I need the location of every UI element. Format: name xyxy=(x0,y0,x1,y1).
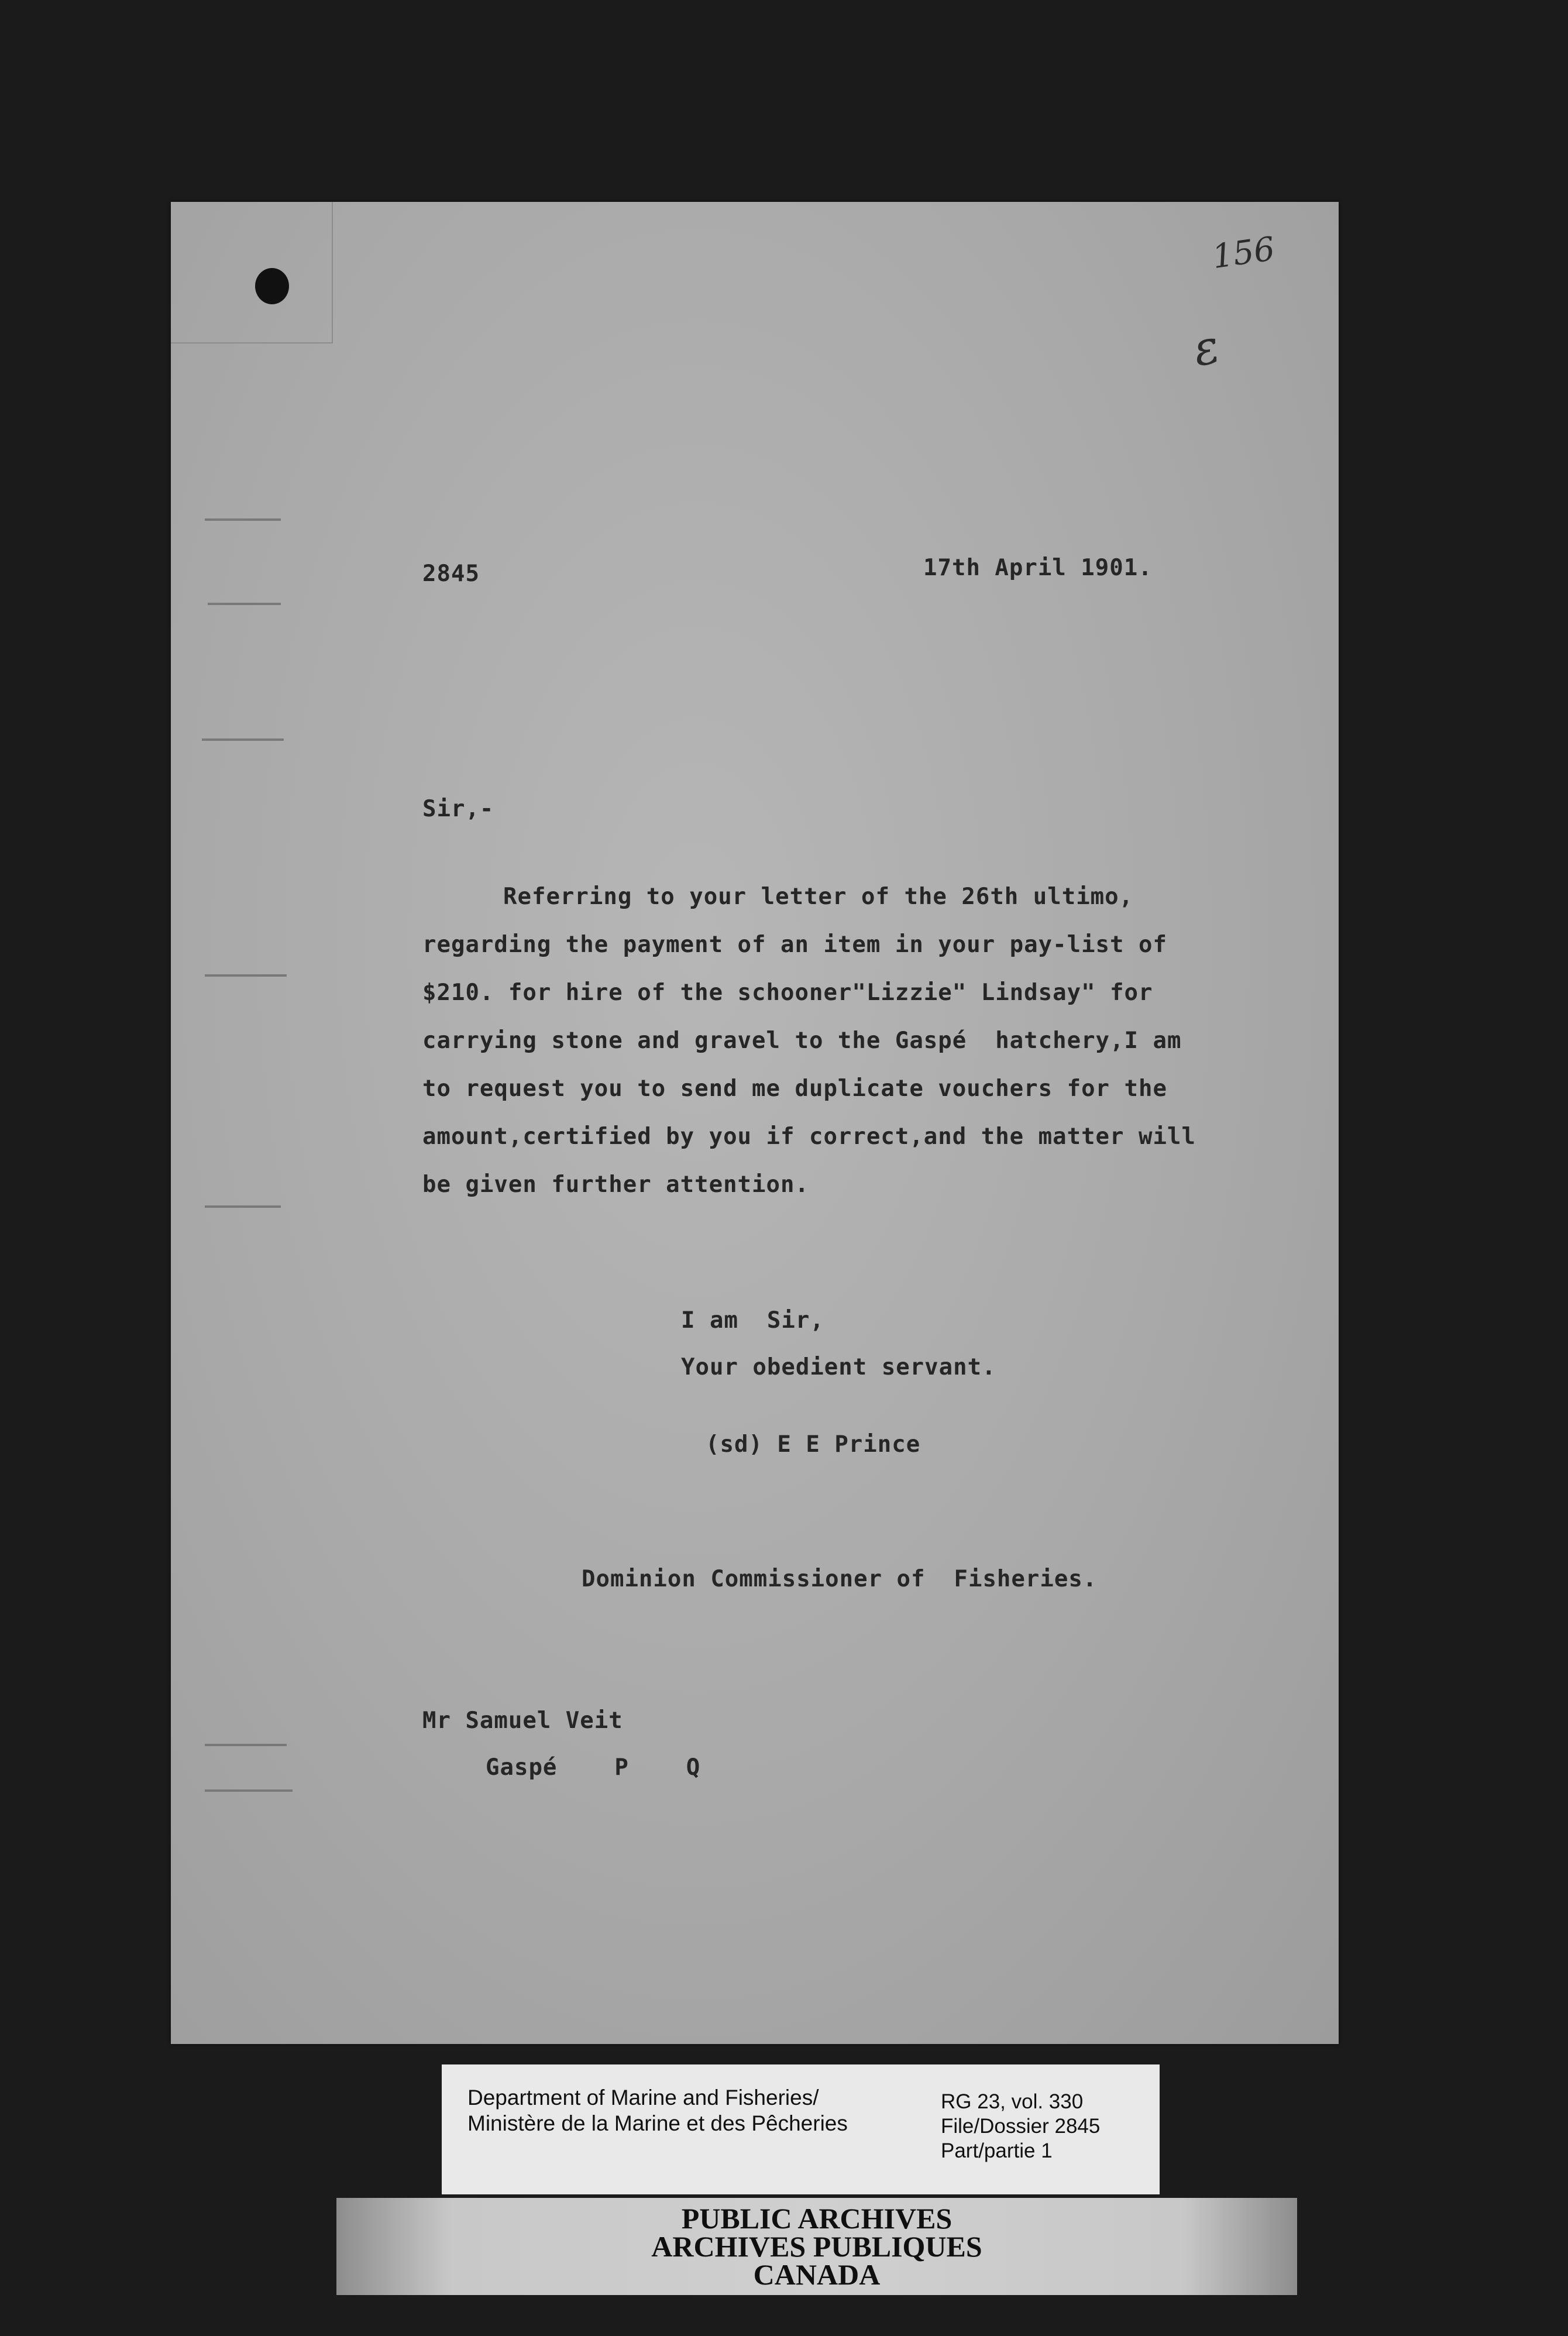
archive-label xyxy=(442,2064,1160,2194)
margin-mark xyxy=(208,603,281,605)
folio-mark: ε xyxy=(1188,318,1225,377)
letter-date: 17th April 1901. xyxy=(923,555,1153,581)
margin-mark xyxy=(205,1789,293,1792)
body-line: amount,certified by you if correct,and the matter will xyxy=(422,1124,1196,1150)
letter-sheet xyxy=(171,202,1339,2044)
body-line: to request you to send me duplicate vouchers for the xyxy=(422,1076,1167,1102)
margin-mark xyxy=(205,1744,287,1746)
signature: (sd) E E Prince xyxy=(706,1431,921,1458)
part-partie: Part/partie 1 xyxy=(941,2139,1053,2162)
closing-line: Your obedient servant. xyxy=(681,1354,996,1380)
signatory-title: Dominion Commissioner of Fisheries. xyxy=(582,1566,1098,1592)
record-group-reference: RG 23, vol. 330 xyxy=(941,2090,1084,2113)
body-line: $210. for hire of the schooner"Lizzie" Lindsay" for xyxy=(422,980,1153,1006)
body-line: carrying stone and gravel to the Gaspé hatchery,I am xyxy=(422,1028,1182,1054)
margin-mark xyxy=(205,1205,281,1208)
addressee-place: Gaspé P Q xyxy=(486,1754,701,1781)
body-line: be given further attention. xyxy=(422,1172,809,1198)
archives-stamp xyxy=(336,2198,1297,2295)
file-dossier: File/Dossier 2845 xyxy=(941,2115,1101,2138)
salutation: Sir,- xyxy=(422,796,494,822)
punch-hole xyxy=(255,268,289,304)
department-english: Department of Marine and Fisheries/ xyxy=(467,2086,819,2110)
body-line: Referring to your letter of the 26th ultimo, xyxy=(503,884,1134,910)
stamp-line: CANADA xyxy=(753,2258,881,2291)
margin-mark xyxy=(205,518,281,521)
margin-mark xyxy=(202,738,284,741)
body-line: regarding the payment of an item in your pay-list of xyxy=(422,932,1167,958)
file-reference: 2845 xyxy=(422,561,480,587)
department-french: Ministère de la Marine et des Pêcheries xyxy=(467,2111,848,2135)
folio-number: 156 xyxy=(1209,229,1277,277)
corner-box xyxy=(171,202,333,343)
addressee-name: Mr Samuel Veit xyxy=(422,1708,623,1734)
closing-line: I am Sir, xyxy=(681,1307,824,1334)
stamp-line: PUBLIC ARCHIVES xyxy=(681,2202,953,2235)
stamp-line: ARCHIVES PUBLIQUES xyxy=(651,2230,982,2263)
margin-mark xyxy=(205,974,287,977)
